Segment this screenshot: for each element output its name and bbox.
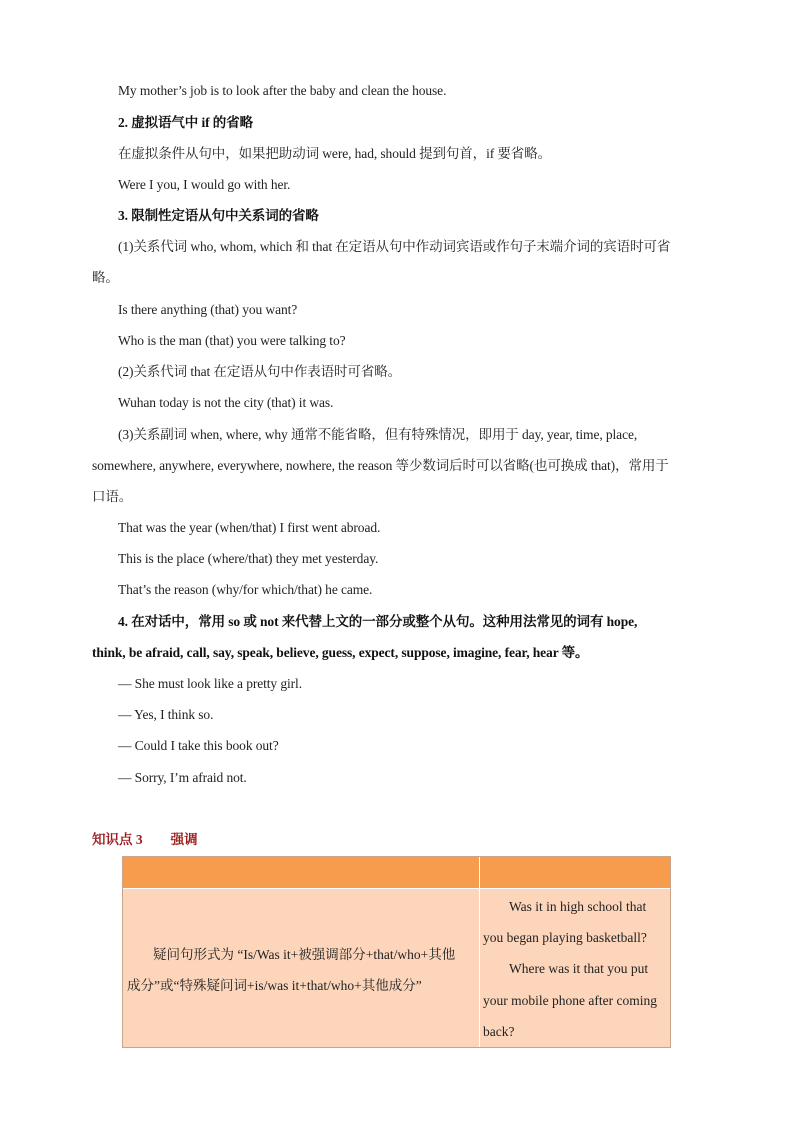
table-cell-examples (480, 889, 670, 1047)
example-sentence: This is the place (where/that) they met yesterday. (118, 551, 379, 566)
table-cell-text: 疑问句形式为 “Is/Was it+被强调部分+that/who+其他 (153, 947, 456, 962)
dialogue-line: — She must look like a pretty girl. (118, 676, 302, 691)
text-line: My mother’s job is to look after the baby and clean the house. (118, 83, 447, 98)
table-cell-text: you began playing basketball? (483, 930, 647, 945)
table-cell-text: Where was it that you put (509, 961, 649, 976)
table-header-cell-right (480, 857, 670, 889)
section-heading (92, 831, 198, 849)
section-title: 强调 (170, 832, 198, 847)
text-line: 口语。 (92, 489, 133, 504)
text-line: somewhere, anywhere, everywhere, nowhere, the reason 等少数词后时可以省略(也可换成 that)，常用于 (92, 458, 669, 473)
text-line: 在虚拟条件从句中，如果把助动词 were, had, should 提到句首，if 要省略。 (118, 146, 551, 161)
table-cell-text: 成分”或“特殊疑问词+is/was it+that/who+其他成分” (127, 978, 422, 993)
table-cell-rule (123, 889, 480, 1047)
heading-so-not-substitution: 4. 在对话中，常用 so 或 not 来代替上文的一部分或整个从句。这种用法常见的词有 hope, (118, 614, 638, 629)
example-sentence: That’s the reason (why/for which/that) he came. (118, 582, 373, 597)
dialogue-line: — Yes, I think so. (118, 707, 214, 722)
example-sentence: Who is the man (that) you were talking to? (118, 333, 346, 348)
table-header-cell-left (123, 857, 480, 889)
example-sentence: That was the year (when/that) I first went abroad. (118, 520, 381, 535)
example-sentence: Is there anything (that) you want? (118, 302, 298, 317)
heading-relative-word-omission: 3. 限制性定语从句中关系词的省略 (118, 208, 319, 223)
table-cell-text: your mobile phone after coming (483, 993, 657, 1008)
dialogue-line: — Sorry, I’m afraid not. (118, 770, 247, 785)
example-sentence: Were I you, I would go with her. (118, 177, 291, 192)
dialogue-line: — Could I take this book out? (118, 738, 279, 753)
text-line: (3)关系副词 when, where, why 通常不能省略，但有特殊情况，即用于 day, year, time, place, (118, 427, 638, 442)
text-line: 略。 (92, 270, 119, 285)
emphasis-table (122, 856, 671, 1048)
text-line: (2)关系代词 that 在定语从句中作表语时可省略。 (118, 364, 402, 379)
text-line: (1)关系代词 who, whom, which 和 that 在定语从句中作动词宾语或作句子末端介词的宾语时可省 (118, 239, 671, 254)
table-cell-text: Was it in high school that (509, 899, 647, 914)
table-cell-text: back? (483, 1024, 515, 1039)
section-label: 知识点 3 (92, 832, 143, 847)
example-sentence: Wuhan today is not the city (that) it was. (118, 395, 334, 410)
heading-subjunctive-if-omission: 2. 虚拟语气中 if 的省略 (118, 115, 253, 130)
heading-so-not-substitution-cont: think, be afraid, call, say, speak, believe, guess, expect, suppose, imagine, fear, hear 等。 (92, 645, 589, 660)
